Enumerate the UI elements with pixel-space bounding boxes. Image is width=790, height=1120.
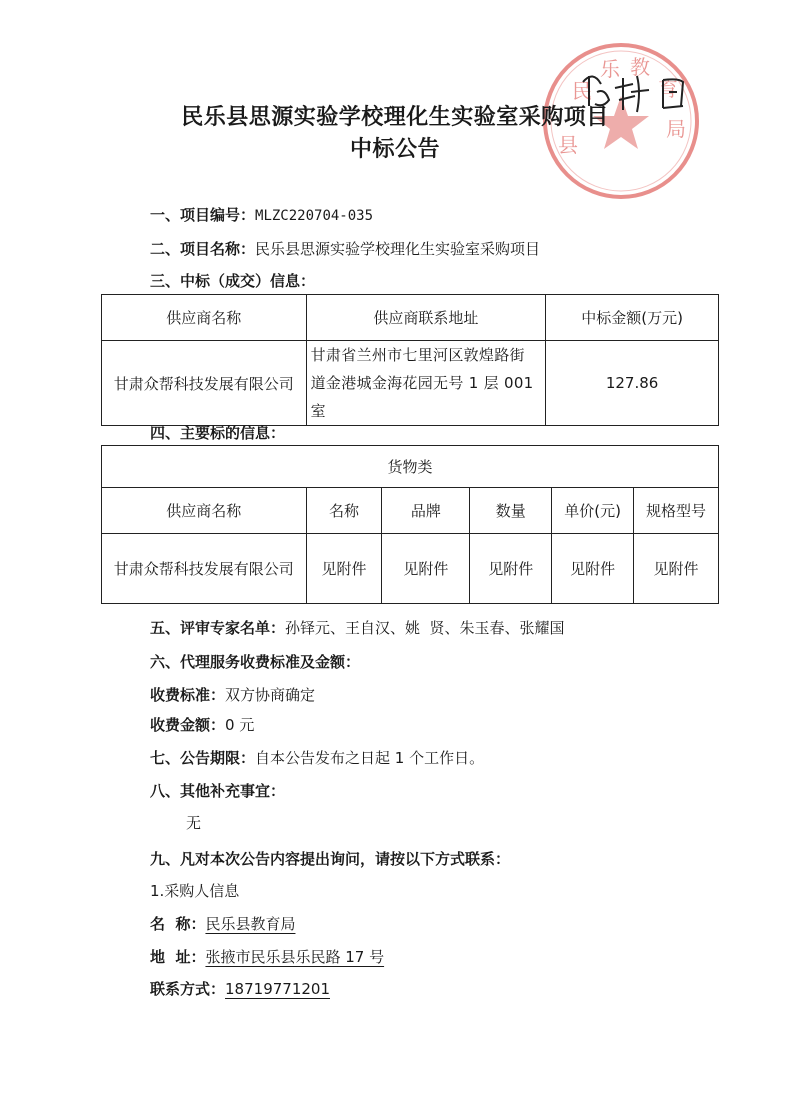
agency-fee-heading: 六、代理服务收费标准及金额： [150,653,361,671]
purchaser-contact [150,978,330,999]
svg-text:局: 局 [666,117,686,141]
purchaser-address-value: 张掖市民乐县乐民路 17 号 [205,948,385,966]
table-row [102,341,719,426]
fee-standard-label: 收费标准： [150,686,226,704]
purchaser-name [150,913,295,934]
other-matters-value: 无 [186,814,202,832]
win-info-heading: 三、中标（成交）信息： [150,272,316,290]
notice-period-label: 七、公告期限： [150,749,256,767]
table-row [102,534,719,604]
svg-text:乐: 乐 [600,57,620,81]
purchaser-name-value: 民乐县教育局 [205,915,296,933]
header-bid-amount: 中标金额(万元) [546,295,719,341]
header-supplier-name: 供应商名称 [102,488,307,534]
category-row [102,446,719,488]
fee-standard-value: 双方协商确定 [225,686,316,704]
item-name-cell: 见附件 [306,534,382,604]
svg-text:教: 教 [630,55,650,79]
fee-amount-label: 收费金额： [150,716,226,734]
item-spec-cell: 见附件 [634,534,719,604]
header-unit-price: 单价(元) [552,488,634,534]
item-supplier-cell: 甘肃众帮科技发展有限公司 [102,534,307,604]
table-header-row [102,295,719,341]
purchaser-heading: 1.采购人信息 [150,882,240,900]
purchaser-contact-value: 18719771201 [225,980,330,998]
page-title-line2: 中标公告 [349,137,440,162]
fee-standard [150,684,315,705]
project-number [150,204,373,225]
purchaser-name-label: 名 称： [150,915,206,933]
expert-list-value: 孙铎元、王自汉、姚 贤、朱玉春、张耀国 [285,619,565,637]
main-items-table [101,445,719,604]
svg-text:民: 民 [572,79,592,103]
project-name-value: 民乐县思源实验学校理化生实验室采购项目 [255,240,541,258]
page-title-line1: 民乐县思源实验学校理化生实验室采购项目 [181,105,609,130]
header-supplier-address: 供应商联系地址 [306,295,546,341]
purchaser-address-label: 地 址： [150,948,206,966]
fee-amount-value: 0 元 [225,716,255,734]
header-brand: 品牌 [382,488,470,534]
project-number-label: 一、项目编号： [150,206,256,224]
project-name [150,238,540,259]
bid-amount-cell: 127.86 [546,341,719,426]
fee-amount [150,714,254,735]
address-line1: 甘肃省兰州市七里河区敦煌路街 [310,346,525,364]
notice-period [150,747,484,768]
notice-period-value: 自本公告发布之日起 1 个工作日。 [255,749,485,767]
item-quantity-cell: 见附件 [470,534,552,604]
header-supplier-name: 供应商名称 [102,295,307,341]
purchaser-contact-label: 联系方式： [150,980,226,998]
header-item-name: 名称 [306,488,382,534]
header-quantity: 数量 [470,488,552,534]
expert-list [150,617,565,638]
category-cell: 货物类 [102,446,719,488]
main-items-heading: 四、主要标的信息： [150,424,286,442]
supplier-name-cell: 甘肃众帮科技发展有限公司 [102,341,307,426]
svg-text:育: 育 [658,77,678,101]
address-line2: 道金港城金海花园无号 1 层 001 室 [310,374,534,420]
other-matters-heading: 八、其他补充事宜： [150,782,286,800]
svg-text:县: 县 [558,133,578,157]
contact-heading: 九、凡对本次公告内容提出询问，请按以下方式联系： [150,850,511,868]
project-number-value: MLZC220704-035 [255,208,374,224]
header-spec-model: 规格型号 [634,488,719,534]
table-header-row [102,488,719,534]
supplier-address-cell [306,341,546,426]
item-unit-price-cell: 见附件 [552,534,634,604]
expert-list-label: 五、评审专家名单： [150,619,286,637]
item-brand-cell: 见附件 [382,534,470,604]
winning-bid-table [101,294,719,426]
project-name-label: 二、项目名称： [150,240,256,258]
purchaser-address [150,946,384,967]
